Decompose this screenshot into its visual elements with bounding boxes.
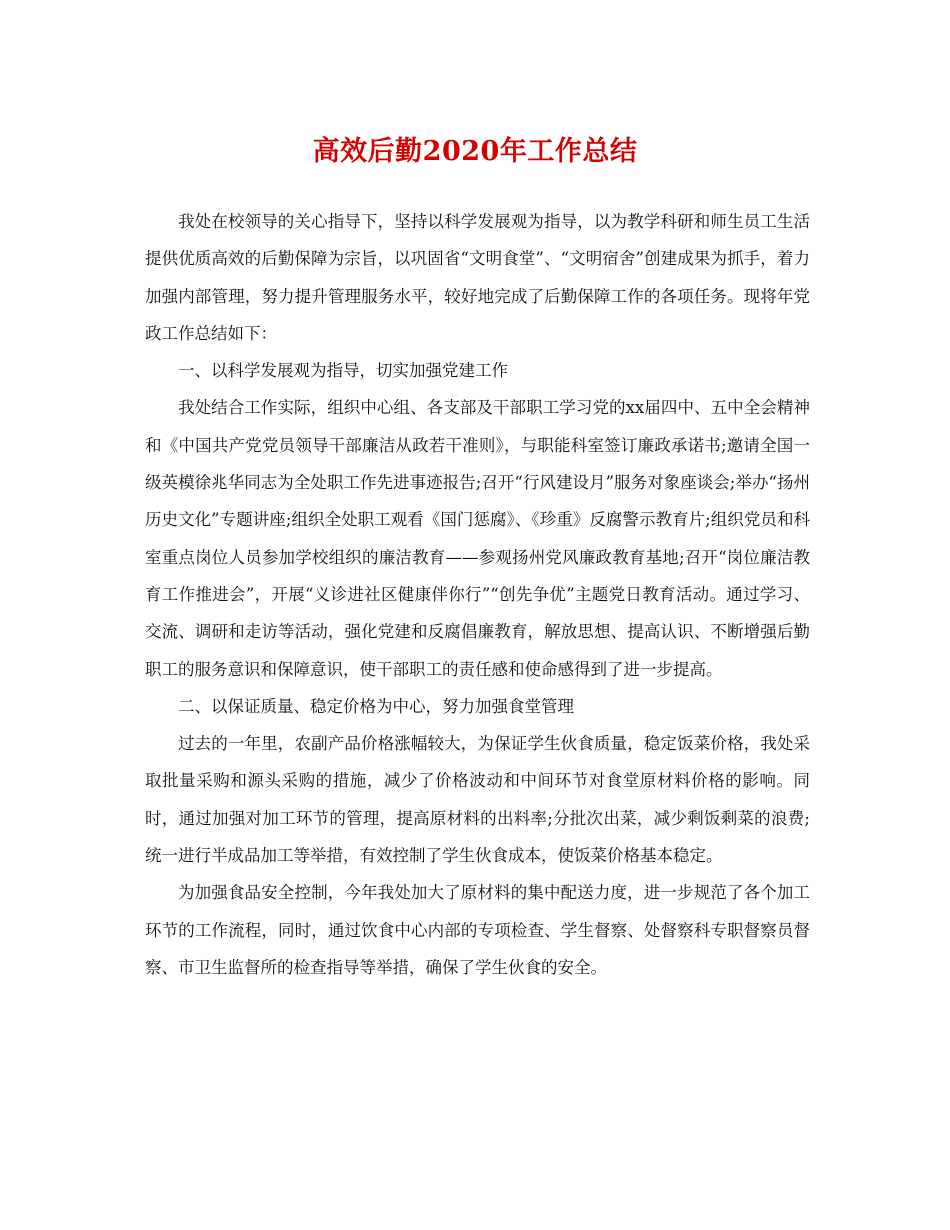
paragraph-party-building: 我处结合工作实际，组织中心组、各支部及干部职工学习党的xx届四中、五中全会精神和《中国共产党党员领导干部廉洁从政若干准则》，与职能科室签订廉政承诺书;邀请全国一级英模徐兆华同志为全处职工作先进事迹报告;召开“行风建设月”服务对象座谈会;举办“扬州历史文化”专题讲座;组织全处职工观看《国门惩腐》、《珍重》反腐警示教育片;组织党员和科室重点岗位人员参加学校组织的廉洁教育——参观扬州党风廉政教育基地;召开“岗位廉洁教育工作推进会”，开展“义诊进社区健康伴你行”“创先争优”主题党日教育活动。通过学习、交流、调研和走访等活动，强化党建和反腐倡廉教育，解放思想、提高认识、不断增强后勤职工的服务意识和保障意识，使干部职工的责任感和使命感得到了进一步提高。	[145, 398, 810, 679]
paragraph-intro: 我处在校领导的关心指导下，坚持以科学发展观为指导，以为教学科研和师生员工生活提供优质高效的后勤保障为宗旨，以巩固省“文明食堂”、“文明宿舍”创建成果为抓手，着力加强内部管理，努力提升管理服务水平，较好地完成了后勤保障工作的各项任务。现将年党政工作总结如下：	[145, 212, 810, 343]
document-body	[145, 203, 810, 986]
document-title: 高效后勤2020年工作总结	[312, 136, 638, 167]
paragraph-food-safety: 为加强食品安全控制，今年我处加大了原材料的集中配送力度，进一步规范了各个加工环节的工作流程，同时，通过饮食中心内部的专项检查、学生督察、处督察科专职督察员督察、市卫生监督所的检查指导等举措，确保了学生伙食的安全。	[145, 883, 810, 977]
section-heading-2: 二、以保证质量、稳定价格为中心，努力加强食堂管理	[178, 696, 574, 716]
section-heading-1: 一、以科学发展观为指导，切实加强党建工作	[178, 361, 508, 381]
paragraph-canteen-price: 过去的一年里，农副产品价格涨幅较大，为保证学生伙食质量，稳定饭菜价格，我处采取批量采购和源头采购的措施，减少了价格波动和中间环节对食堂原材料价格的影响。同时，通过加强对加工环节的管理，提高原材料的出料率;分批次出菜，减少剩饭剩菜的浪费;统一进行半成品加工等举措，有效控制了学生伙食成本，使饭菜价格基本稳定。	[145, 734, 810, 866]
